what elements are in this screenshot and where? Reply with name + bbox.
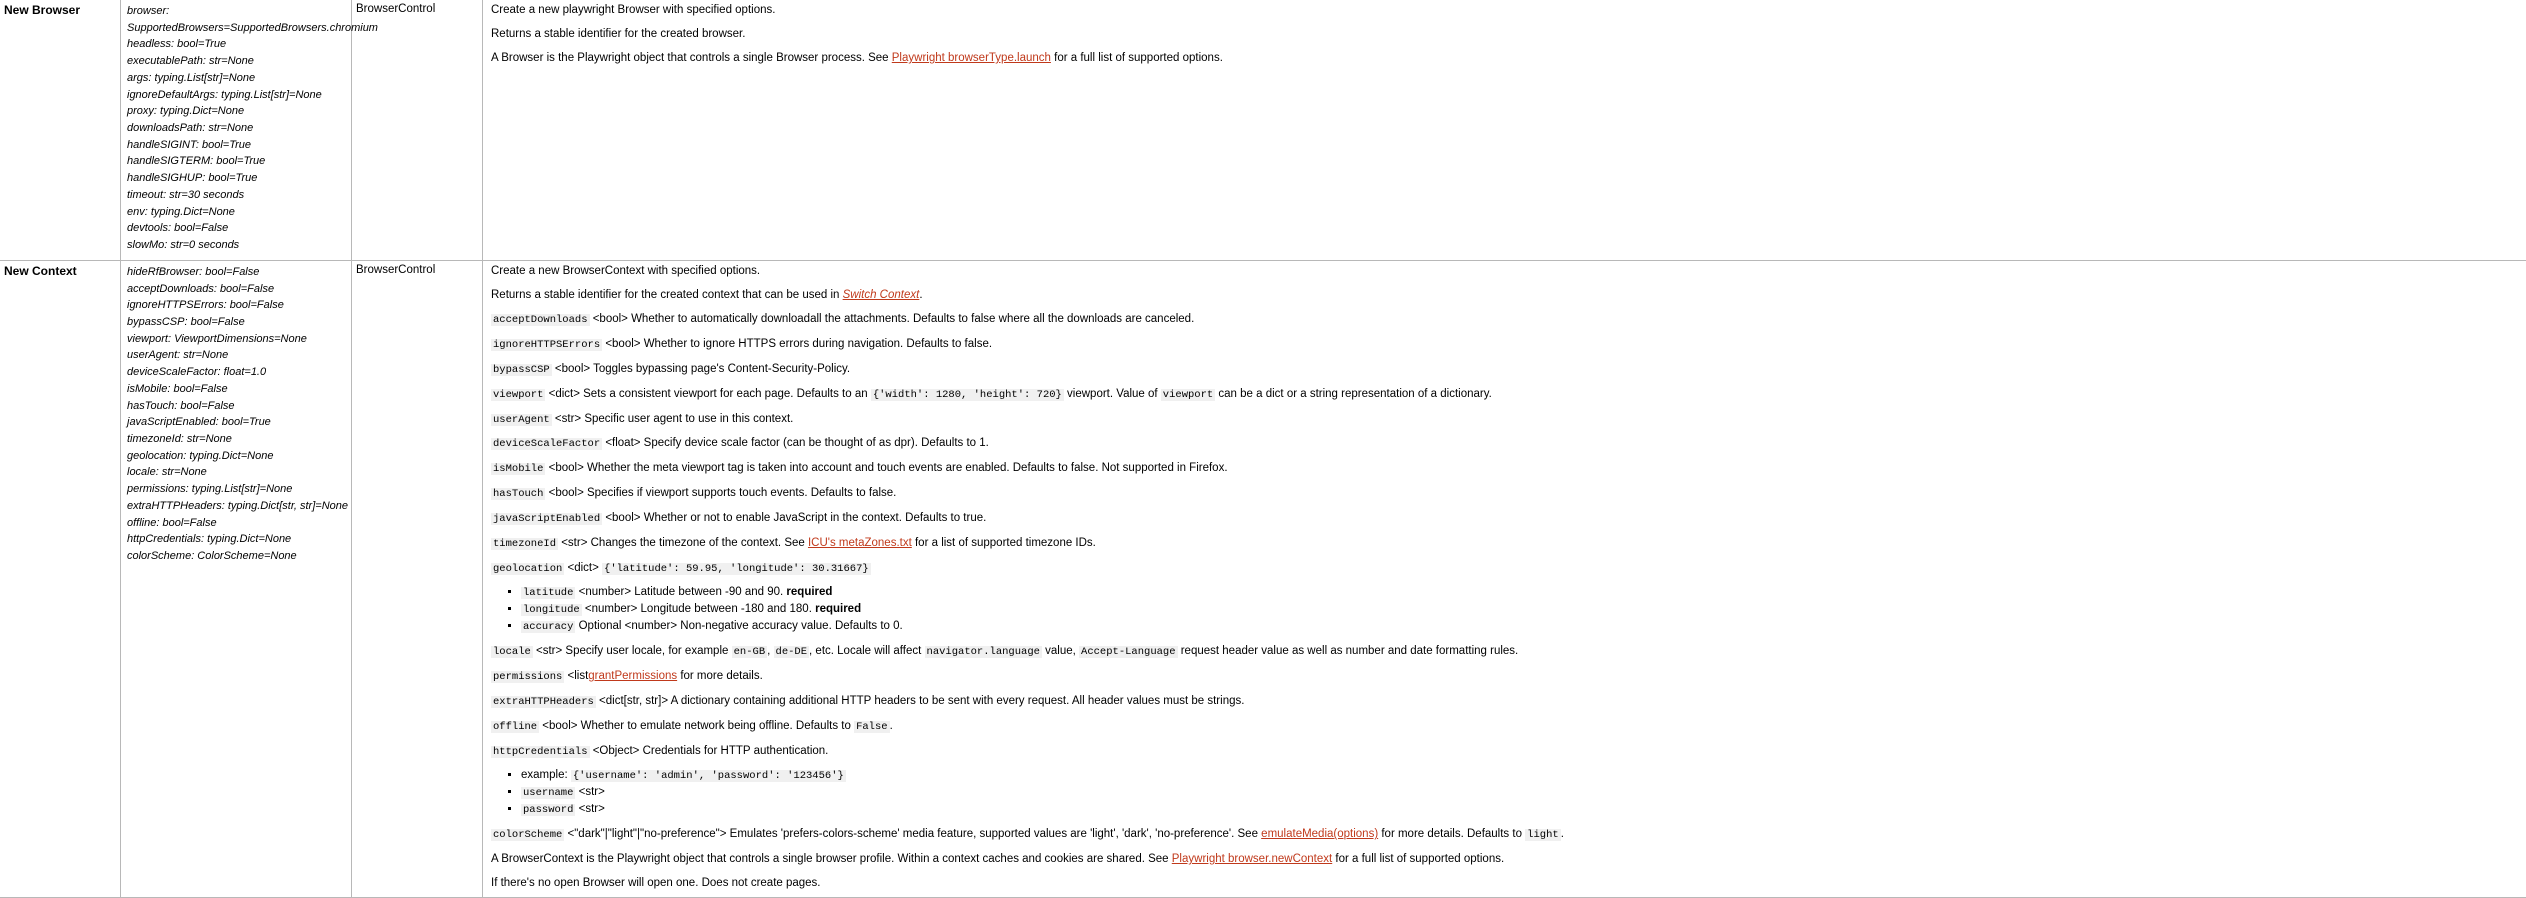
emulatemedia-options-link[interactable]: emulateMedia(options) [1261, 828, 1378, 840]
param-code: offline [491, 721, 539, 733]
argument-line: locale: str=None [127, 464, 345, 481]
argument-line: extraHTTPHeaders: typing.Dict[str, str]=None [127, 498, 345, 515]
colorscheme-default-value: light [1525, 829, 1561, 841]
doc-text: viewport. Value of [1064, 388, 1161, 400]
keyword-tags-new-browser: BrowserControl [352, 0, 483, 260]
doc-paragraph: Create a new playwright Browser with specified options. [491, 3, 2520, 18]
doc-param-permissions [491, 669, 2520, 685]
argument-line: httpCredentials: typing.Dict=None [127, 531, 345, 548]
doc-text: <str> [575, 786, 604, 798]
argument-line: permissions: typing.List[str]=None [127, 481, 345, 498]
list-item [521, 784, 2520, 801]
geolocation-default-value: {'latitude': 59.95, 'longitude': 30.31667} [602, 563, 871, 575]
example-label: example: [521, 769, 571, 781]
table-row [0, 0, 2526, 260]
argument-line: hideRfBrowser: bool=False [127, 264, 345, 281]
param-code: javaScriptEnabled [491, 513, 602, 525]
param-code: permissions [491, 671, 564, 683]
param-code: hasTouch [491, 488, 545, 500]
param-code: latitude [521, 587, 575, 599]
doc-paragraph: Create a new BrowserContext with specified options. [491, 264, 2520, 279]
param-code: ignoreHTTPSErrors [491, 339, 602, 351]
argument-line: timeout: str=30 seconds [127, 187, 345, 204]
keyword-name-new-context: New Context [0, 260, 121, 898]
argument-line: headless: bool=True [127, 36, 345, 53]
param-code: deviceScaleFactor [491, 438, 602, 450]
doc-param-httpcredentials [491, 744, 2520, 760]
param-code: password [521, 804, 575, 816]
keyword-arguments-new-context [121, 260, 352, 898]
argument-line: args: typing.List[str]=None [127, 70, 345, 87]
argument-line: env: typing.Dict=None [127, 204, 345, 221]
doc-text: <dict> [564, 562, 602, 574]
param-code: userAgent [491, 414, 552, 426]
doc-param-colorscheme [491, 827, 2520, 843]
doc-param-hastouch [491, 486, 2520, 502]
doc-text: <list [564, 670, 588, 682]
argument-line: acceptDownloads: bool=False [127, 281, 345, 298]
doc-text: <"dark"|"light"|"no-preference"> Emulates 'prefers-colors-scheme' media feature, supported values are 'light', 'dark', 'no-preference'. See [564, 828, 1261, 840]
argument-line: hasTouch: bool=False [127, 398, 345, 415]
doc-text: <str> Changes the timezone of the context. See [558, 537, 808, 549]
param-code: acceptDownloads [491, 314, 590, 326]
doc-text: <bool> Whether to ignore HTTPS errors during navigation. Defaults to false. [602, 338, 992, 350]
required-marker: required [786, 586, 832, 598]
geolocation-sublist [491, 584, 2520, 636]
doc-text: <dict> Sets a consistent viewport for each page. Defaults to an [545, 388, 870, 400]
doc-text: <number> Longitude between -180 and 180. [582, 603, 815, 615]
argument-line: handleSIGHUP: bool=True [127, 170, 345, 187]
switch-context-link[interactable]: Switch Context [843, 289, 920, 301]
doc-paragraph-browsercontext-info [491, 852, 2520, 867]
doc-paragraph: Returns a stable identifier for the created browser. [491, 27, 2520, 42]
argument-line: browser: [127, 3, 345, 20]
doc-param-locale [491, 644, 2520, 660]
argument-line: timezoneId: str=None [127, 431, 345, 448]
doc-text: <number> Latitude between -90 and 90. [575, 586, 786, 598]
locale-example-en-gb: en-GB [732, 646, 768, 658]
keyword-tags-new-context: BrowserControl [352, 260, 483, 898]
param-code: extraHTTPHeaders [491, 696, 596, 708]
doc-text: <Object> Credentials for HTTP authentication. [590, 745, 829, 757]
doc-paragraph [491, 51, 2520, 66]
doc-text: <bool> Whether or not to enable JavaScript in the context. Defaults to true. [602, 512, 986, 524]
doc-text: <dict[str, str]> A dictionary containing additional HTTP headers to be sent with every request. All header values must be strings. [596, 695, 1245, 707]
argument-line: SupportedBrowsers=SupportedBrowsers.chromium [127, 20, 345, 37]
param-code: isMobile [491, 463, 545, 475]
doc-param-acceptdownloads [491, 312, 2520, 328]
argument-line: userAgent: str=None [127, 347, 345, 364]
keyword-arguments-new-browser [121, 0, 352, 260]
doc-text: can be a dict or a string representation of a dictionary. [1215, 388, 1492, 400]
required-marker: required [815, 603, 861, 615]
list-item [521, 801, 2520, 818]
param-code: colorScheme [491, 829, 564, 841]
doc-text: <bool> Whether to automatically downloadall the attachments. Defaults to false where all the downloads are canceled. [590, 313, 1195, 325]
doc-param-ignorehttpserrors [491, 337, 2520, 353]
doc-text: value, [1042, 645, 1079, 657]
doc-text: . [1561, 828, 1564, 840]
param-code: viewport [491, 389, 545, 401]
doc-paragraph [491, 288, 2520, 303]
argument-line: isMobile: bool=False [127, 381, 345, 398]
argument-line: downloadsPath: str=None [127, 120, 345, 137]
viewport-default-value: {'width': 1280, 'height': 720} [871, 389, 1064, 401]
doc-text: <bool> Specifies if viewport supports touch events. Defaults to false. [545, 487, 896, 499]
doc-text: request header value as well as number and date formatting rules. [1178, 645, 1519, 657]
list-item [521, 618, 2520, 635]
param-code: username [521, 787, 575, 799]
list-item [521, 584, 2520, 601]
list-item [521, 767, 2520, 784]
doc-param-geolocation [491, 561, 2520, 577]
argument-line: javaScriptEnabled: bool=True [127, 414, 345, 431]
argument-line: ignoreDefaultArgs: typing.List[str]=None [127, 87, 345, 104]
doc-param-viewport [491, 387, 2520, 403]
grantpermissions-link[interactable]: grantPermissions [588, 670, 677, 682]
doc-text: , [767, 645, 773, 657]
doc-text: , etc. Locale will affect [809, 645, 924, 657]
doc-text: . [890, 720, 893, 732]
doc-text: for a full list of supported options. [1332, 853, 1504, 865]
httpcredentials-example-value: {'username': 'admin', 'password': '123456'} [571, 770, 846, 782]
doc-text: for a list of supported timezone IDs. [912, 537, 1096, 549]
doc-param-useragent [491, 412, 2520, 428]
doc-text: <str> Specific user agent to use in this context. [552, 413, 794, 425]
param-code: httpCredentials [491, 746, 590, 758]
doc-text: A Browser is the Playwright object that controls a single Browser process. See [491, 52, 892, 64]
doc-paragraph-no-open-browser: If there's no open Browser will open one. Does not create pages. [491, 876, 2520, 891]
doc-text: <str> [575, 803, 604, 815]
list-item [521, 601, 2520, 618]
doc-param-extrahttpheaders [491, 694, 2520, 710]
doc-param-bypasscsp [491, 362, 2520, 378]
argument-line: bypassCSP: bool=False [127, 314, 345, 331]
doc-param-timezoneid [491, 536, 2520, 552]
doc-text: for more details. Defaults to [1378, 828, 1525, 840]
param-code: timezoneId [491, 538, 558, 550]
playwright-browsertype-launch-link[interactable]: Playwright browserType.launch [892, 52, 1051, 64]
doc-text: for more details. [677, 670, 763, 682]
playwright-browser-newcontext-link[interactable]: Playwright browser.newContext [1172, 853, 1332, 865]
doc-param-offline [491, 719, 2520, 735]
icu-metazones-link[interactable]: ICU's metaZones.txt [808, 537, 912, 549]
argument-line: devtools: bool=False [127, 220, 345, 237]
offline-default-value: False [854, 721, 890, 733]
doc-text: <float> Specify device scale factor (can be thought of as dpr). Defaults to 1. [602, 437, 989, 449]
argument-line: ignoreHTTPSErrors: bool=False [127, 297, 345, 314]
param-code: bypassCSP [491, 364, 552, 376]
httpcredentials-sublist [491, 767, 2520, 819]
argument-line: offline: bool=False [127, 515, 345, 532]
doc-text: <bool> Whether to emulate network being offline. Defaults to [539, 720, 854, 732]
argument-line: slowMo: str=0 seconds [127, 237, 345, 254]
param-code: viewport [1161, 389, 1215, 401]
param-code: accuracy [521, 621, 575, 633]
doc-text: <bool> Whether the meta viewport tag is taken into account and touch events are enabled. Defaults to false. Not supported in Firefox. [545, 462, 1227, 474]
param-code: geolocation [491, 563, 564, 575]
argument-line: executablePath: str=None [127, 53, 345, 70]
doc-text: A BrowserContext is the Playwright object that controls a single browser profile. Within a context caches and cookies are shared. See [491, 853, 1172, 865]
keyword-doc-new-context [483, 260, 2526, 898]
argument-line: proxy: typing.Dict=None [127, 103, 345, 120]
keyword-doc-new-browser [483, 0, 2526, 260]
doc-param-ismobile [491, 461, 2520, 477]
accept-language-code: Accept-Language [1079, 646, 1178, 658]
argument-line: deviceScaleFactor: float=1.0 [127, 364, 345, 381]
doc-param-javascriptenabled [491, 511, 2520, 527]
param-code: locale [491, 646, 533, 658]
navigator-language-code: navigator.language [925, 646, 1042, 658]
argument-line: handleSIGTERM: bool=True [127, 153, 345, 170]
argument-line: handleSIGINT: bool=True [127, 137, 345, 154]
doc-text: <bool> Toggles bypassing page's Content-Security-Policy. [552, 363, 850, 375]
param-code: longitude [521, 604, 582, 616]
doc-text: Returns a stable identifier for the created context that can be used in [491, 289, 843, 301]
doc-text: Optional <number> Non-negative accuracy value. Defaults to 0. [575, 620, 902, 632]
keyword-name-new-browser: New Browser [0, 0, 121, 260]
doc-text: for a full list of supported options. [1051, 52, 1223, 64]
doc-text: . [919, 289, 922, 301]
argument-line: viewport: ViewportDimensions=None [127, 331, 345, 348]
doc-text: <str> Specify user locale, for example [533, 645, 732, 657]
argument-line: colorScheme: ColorScheme=None [127, 548, 345, 565]
table-row [0, 260, 2526, 898]
argument-line: geolocation: typing.Dict=None [127, 448, 345, 465]
doc-param-devicescalefactor [491, 436, 2520, 452]
locale-example-de-de: de-DE [774, 646, 810, 658]
